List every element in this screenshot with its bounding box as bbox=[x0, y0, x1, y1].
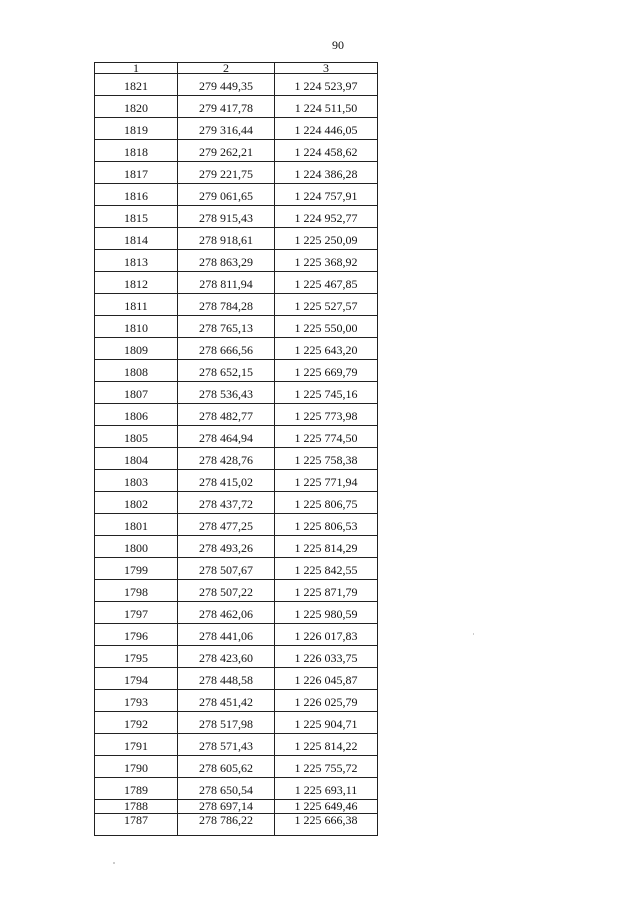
table-row bbox=[95, 184, 378, 206]
cell-x-coordinate: 279 221,75 bbox=[178, 162, 275, 184]
cell-x-coordinate: 278 915,43 bbox=[178, 206, 275, 228]
cell-y-coordinate: 1 225 250,09 bbox=[275, 228, 378, 250]
table-row bbox=[95, 206, 378, 228]
cell-point-number: 1812 bbox=[95, 272, 178, 294]
cell-point-number: 1800 bbox=[95, 536, 178, 558]
cell-x-coordinate: 278 697,14 bbox=[178, 800, 275, 814]
cell-point-number: 1810 bbox=[95, 316, 178, 338]
cell-x-coordinate: 278 423,60 bbox=[178, 646, 275, 668]
table-row bbox=[95, 162, 378, 184]
cell-point-number: 1805 bbox=[95, 426, 178, 448]
cell-point-number: 1798 bbox=[95, 580, 178, 602]
cell-y-coordinate: 1 225 871,79 bbox=[275, 580, 378, 602]
cell-point-number: 1790 bbox=[95, 756, 178, 778]
table-row bbox=[95, 404, 378, 426]
cell-point-number: 1808 bbox=[95, 360, 178, 382]
cell-point-number: 1801 bbox=[95, 514, 178, 536]
cell-x-coordinate: 278 765,13 bbox=[178, 316, 275, 338]
cell-y-coordinate: 1 225 806,75 bbox=[275, 492, 378, 514]
cell-x-coordinate: 278 437,72 bbox=[178, 492, 275, 514]
cell-point-number: 1818 bbox=[95, 140, 178, 162]
cell-x-coordinate: 278 415,02 bbox=[178, 470, 275, 492]
cell-point-number: 1793 bbox=[95, 690, 178, 712]
scan-speck bbox=[113, 862, 115, 864]
cell-x-coordinate: 278 811,94 bbox=[178, 272, 275, 294]
page-number: 90 bbox=[332, 38, 344, 52]
cell-y-coordinate: 1 224 511,50 bbox=[275, 96, 378, 118]
cell-point-number: 1787 bbox=[95, 814, 178, 836]
table-row bbox=[95, 228, 378, 250]
cell-x-coordinate: 278 784,28 bbox=[178, 294, 275, 316]
cell-y-coordinate: 1 224 446,05 bbox=[275, 118, 378, 140]
cell-x-coordinate: 279 316,44 bbox=[178, 118, 275, 140]
cell-y-coordinate: 1 224 458,62 bbox=[275, 140, 378, 162]
cell-point-number: 1807 bbox=[95, 382, 178, 404]
scan-speck bbox=[473, 633, 474, 635]
cell-point-number: 1792 bbox=[95, 712, 178, 734]
cell-y-coordinate: 1 225 814,22 bbox=[275, 734, 378, 756]
cell-y-coordinate: 1 224 523,97 bbox=[275, 74, 378, 96]
cell-y-coordinate: 1 225 527,57 bbox=[275, 294, 378, 316]
cell-point-number: 1789 bbox=[95, 778, 178, 800]
table-row bbox=[95, 734, 378, 756]
table-row bbox=[95, 294, 378, 316]
cell-y-coordinate: 1 225 773,98 bbox=[275, 404, 378, 426]
cell-point-number: 1813 bbox=[95, 250, 178, 272]
cell-y-coordinate: 1 226 025,79 bbox=[275, 690, 378, 712]
cell-x-coordinate: 278 786,22 bbox=[178, 814, 275, 836]
table-row bbox=[95, 382, 378, 404]
cell-y-coordinate: 1 226 017,83 bbox=[275, 624, 378, 646]
cell-point-number: 1795 bbox=[95, 646, 178, 668]
cell-x-coordinate: 278 666,56 bbox=[178, 338, 275, 360]
cell-x-coordinate: 278 650,54 bbox=[178, 778, 275, 800]
cell-x-coordinate: 278 482,77 bbox=[178, 404, 275, 426]
table-row bbox=[95, 712, 378, 734]
cell-point-number: 1809 bbox=[95, 338, 178, 360]
cell-x-coordinate: 278 448,58 bbox=[178, 668, 275, 690]
cell-y-coordinate: 1 225 745,16 bbox=[275, 382, 378, 404]
cell-x-coordinate: 278 428,76 bbox=[178, 448, 275, 470]
table-row bbox=[95, 814, 378, 836]
table-row bbox=[95, 316, 378, 338]
cell-point-number: 1820 bbox=[95, 96, 178, 118]
cell-point-number: 1797 bbox=[95, 602, 178, 624]
cell-point-number: 1794 bbox=[95, 668, 178, 690]
table-row bbox=[95, 668, 378, 690]
cell-y-coordinate: 1 225 755,72 bbox=[275, 756, 378, 778]
table-row bbox=[95, 778, 378, 800]
cell-y-coordinate: 1 225 904,71 bbox=[275, 712, 378, 734]
cell-point-number: 1806 bbox=[95, 404, 178, 426]
cell-x-coordinate: 279 061,65 bbox=[178, 184, 275, 206]
cell-point-number: 1791 bbox=[95, 734, 178, 756]
cell-x-coordinate: 278 464,94 bbox=[178, 426, 275, 448]
table-row bbox=[95, 338, 378, 360]
table-row bbox=[95, 470, 378, 492]
table-row bbox=[95, 800, 378, 814]
table-row bbox=[95, 426, 378, 448]
cell-y-coordinate: 1 225 806,53 bbox=[275, 514, 378, 536]
cell-x-coordinate: 278 477,25 bbox=[178, 514, 275, 536]
cell-x-coordinate: 278 605,62 bbox=[178, 756, 275, 778]
cell-x-coordinate: 279 417,78 bbox=[178, 96, 275, 118]
table-row bbox=[95, 756, 378, 778]
cell-y-coordinate: 1 224 757,91 bbox=[275, 184, 378, 206]
table-row bbox=[95, 558, 378, 580]
column-header-y: 3 bbox=[275, 63, 378, 74]
cell-point-number: 1811 bbox=[95, 294, 178, 316]
cell-x-coordinate: 278 571,43 bbox=[178, 734, 275, 756]
table-row bbox=[95, 96, 378, 118]
cell-point-number: 1802 bbox=[95, 492, 178, 514]
table-row bbox=[95, 448, 378, 470]
column-header-x: 2 bbox=[178, 63, 275, 74]
cell-y-coordinate: 1 225 771,94 bbox=[275, 470, 378, 492]
table-row bbox=[95, 250, 378, 272]
cell-point-number: 1799 bbox=[95, 558, 178, 580]
cell-x-coordinate: 278 517,98 bbox=[178, 712, 275, 734]
cell-x-coordinate: 278 493,26 bbox=[178, 536, 275, 558]
cell-x-coordinate: 278 652,15 bbox=[178, 360, 275, 382]
table-row bbox=[95, 624, 378, 646]
cell-point-number: 1804 bbox=[95, 448, 178, 470]
cell-point-number: 1796 bbox=[95, 624, 178, 646]
header-row bbox=[95, 63, 378, 74]
cell-y-coordinate: 1 226 033,75 bbox=[275, 646, 378, 668]
cell-y-coordinate: 1 225 814,29 bbox=[275, 536, 378, 558]
coordinates-table bbox=[94, 62, 378, 836]
table-row bbox=[95, 646, 378, 668]
table-row bbox=[95, 492, 378, 514]
cell-x-coordinate: 278 507,67 bbox=[178, 558, 275, 580]
table-row bbox=[95, 690, 378, 712]
cell-x-coordinate: 279 449,35 bbox=[178, 74, 275, 96]
cell-y-coordinate: 1 225 693,11 bbox=[275, 778, 378, 800]
table-row bbox=[95, 514, 378, 536]
cell-y-coordinate: 1 225 643,20 bbox=[275, 338, 378, 360]
cell-x-coordinate: 278 462,06 bbox=[178, 602, 275, 624]
cell-y-coordinate: 1 226 045,87 bbox=[275, 668, 378, 690]
table-row bbox=[95, 140, 378, 162]
cell-y-coordinate: 1 225 774,50 bbox=[275, 426, 378, 448]
cell-y-coordinate: 1 225 368,92 bbox=[275, 250, 378, 272]
cell-y-coordinate: 1 224 952,77 bbox=[275, 206, 378, 228]
table-header bbox=[95, 63, 378, 74]
cell-point-number: 1817 bbox=[95, 162, 178, 184]
cell-point-number: 1816 bbox=[95, 184, 178, 206]
column-header-point: 1 bbox=[95, 63, 178, 74]
table-row bbox=[95, 536, 378, 558]
table-row bbox=[95, 580, 378, 602]
cell-x-coordinate: 278 441,06 bbox=[178, 624, 275, 646]
cell-point-number: 1819 bbox=[95, 118, 178, 140]
cell-point-number: 1815 bbox=[95, 206, 178, 228]
cell-point-number: 1821 bbox=[95, 74, 178, 96]
cell-point-number: 1788 bbox=[95, 800, 178, 814]
cell-y-coordinate: 1 225 758,38 bbox=[275, 448, 378, 470]
table-row bbox=[95, 118, 378, 140]
cell-point-number: 1803 bbox=[95, 470, 178, 492]
table-row bbox=[95, 602, 378, 624]
cell-x-coordinate: 278 507,22 bbox=[178, 580, 275, 602]
table-row bbox=[95, 272, 378, 294]
cell-y-coordinate: 1 225 980,59 bbox=[275, 602, 378, 624]
cell-x-coordinate: 278 451,42 bbox=[178, 690, 275, 712]
cell-point-number: 1814 bbox=[95, 228, 178, 250]
table-body bbox=[95, 74, 378, 836]
cell-y-coordinate: 1 225 666,38 bbox=[275, 814, 378, 836]
cell-y-coordinate: 1 225 669,79 bbox=[275, 360, 378, 382]
cell-y-coordinate: 1 225 842,55 bbox=[275, 558, 378, 580]
cell-y-coordinate: 1 225 550,00 bbox=[275, 316, 378, 338]
cell-y-coordinate: 1 225 649,46 bbox=[275, 800, 378, 814]
cell-y-coordinate: 1 224 386,28 bbox=[275, 162, 378, 184]
cell-x-coordinate: 278 863,29 bbox=[178, 250, 275, 272]
cell-x-coordinate: 278 918,61 bbox=[178, 228, 275, 250]
cell-y-coordinate: 1 225 467,85 bbox=[275, 272, 378, 294]
table-row bbox=[95, 360, 378, 382]
cell-x-coordinate: 279 262,21 bbox=[178, 140, 275, 162]
cell-x-coordinate: 278 536,43 bbox=[178, 382, 275, 404]
table-row bbox=[95, 74, 378, 96]
